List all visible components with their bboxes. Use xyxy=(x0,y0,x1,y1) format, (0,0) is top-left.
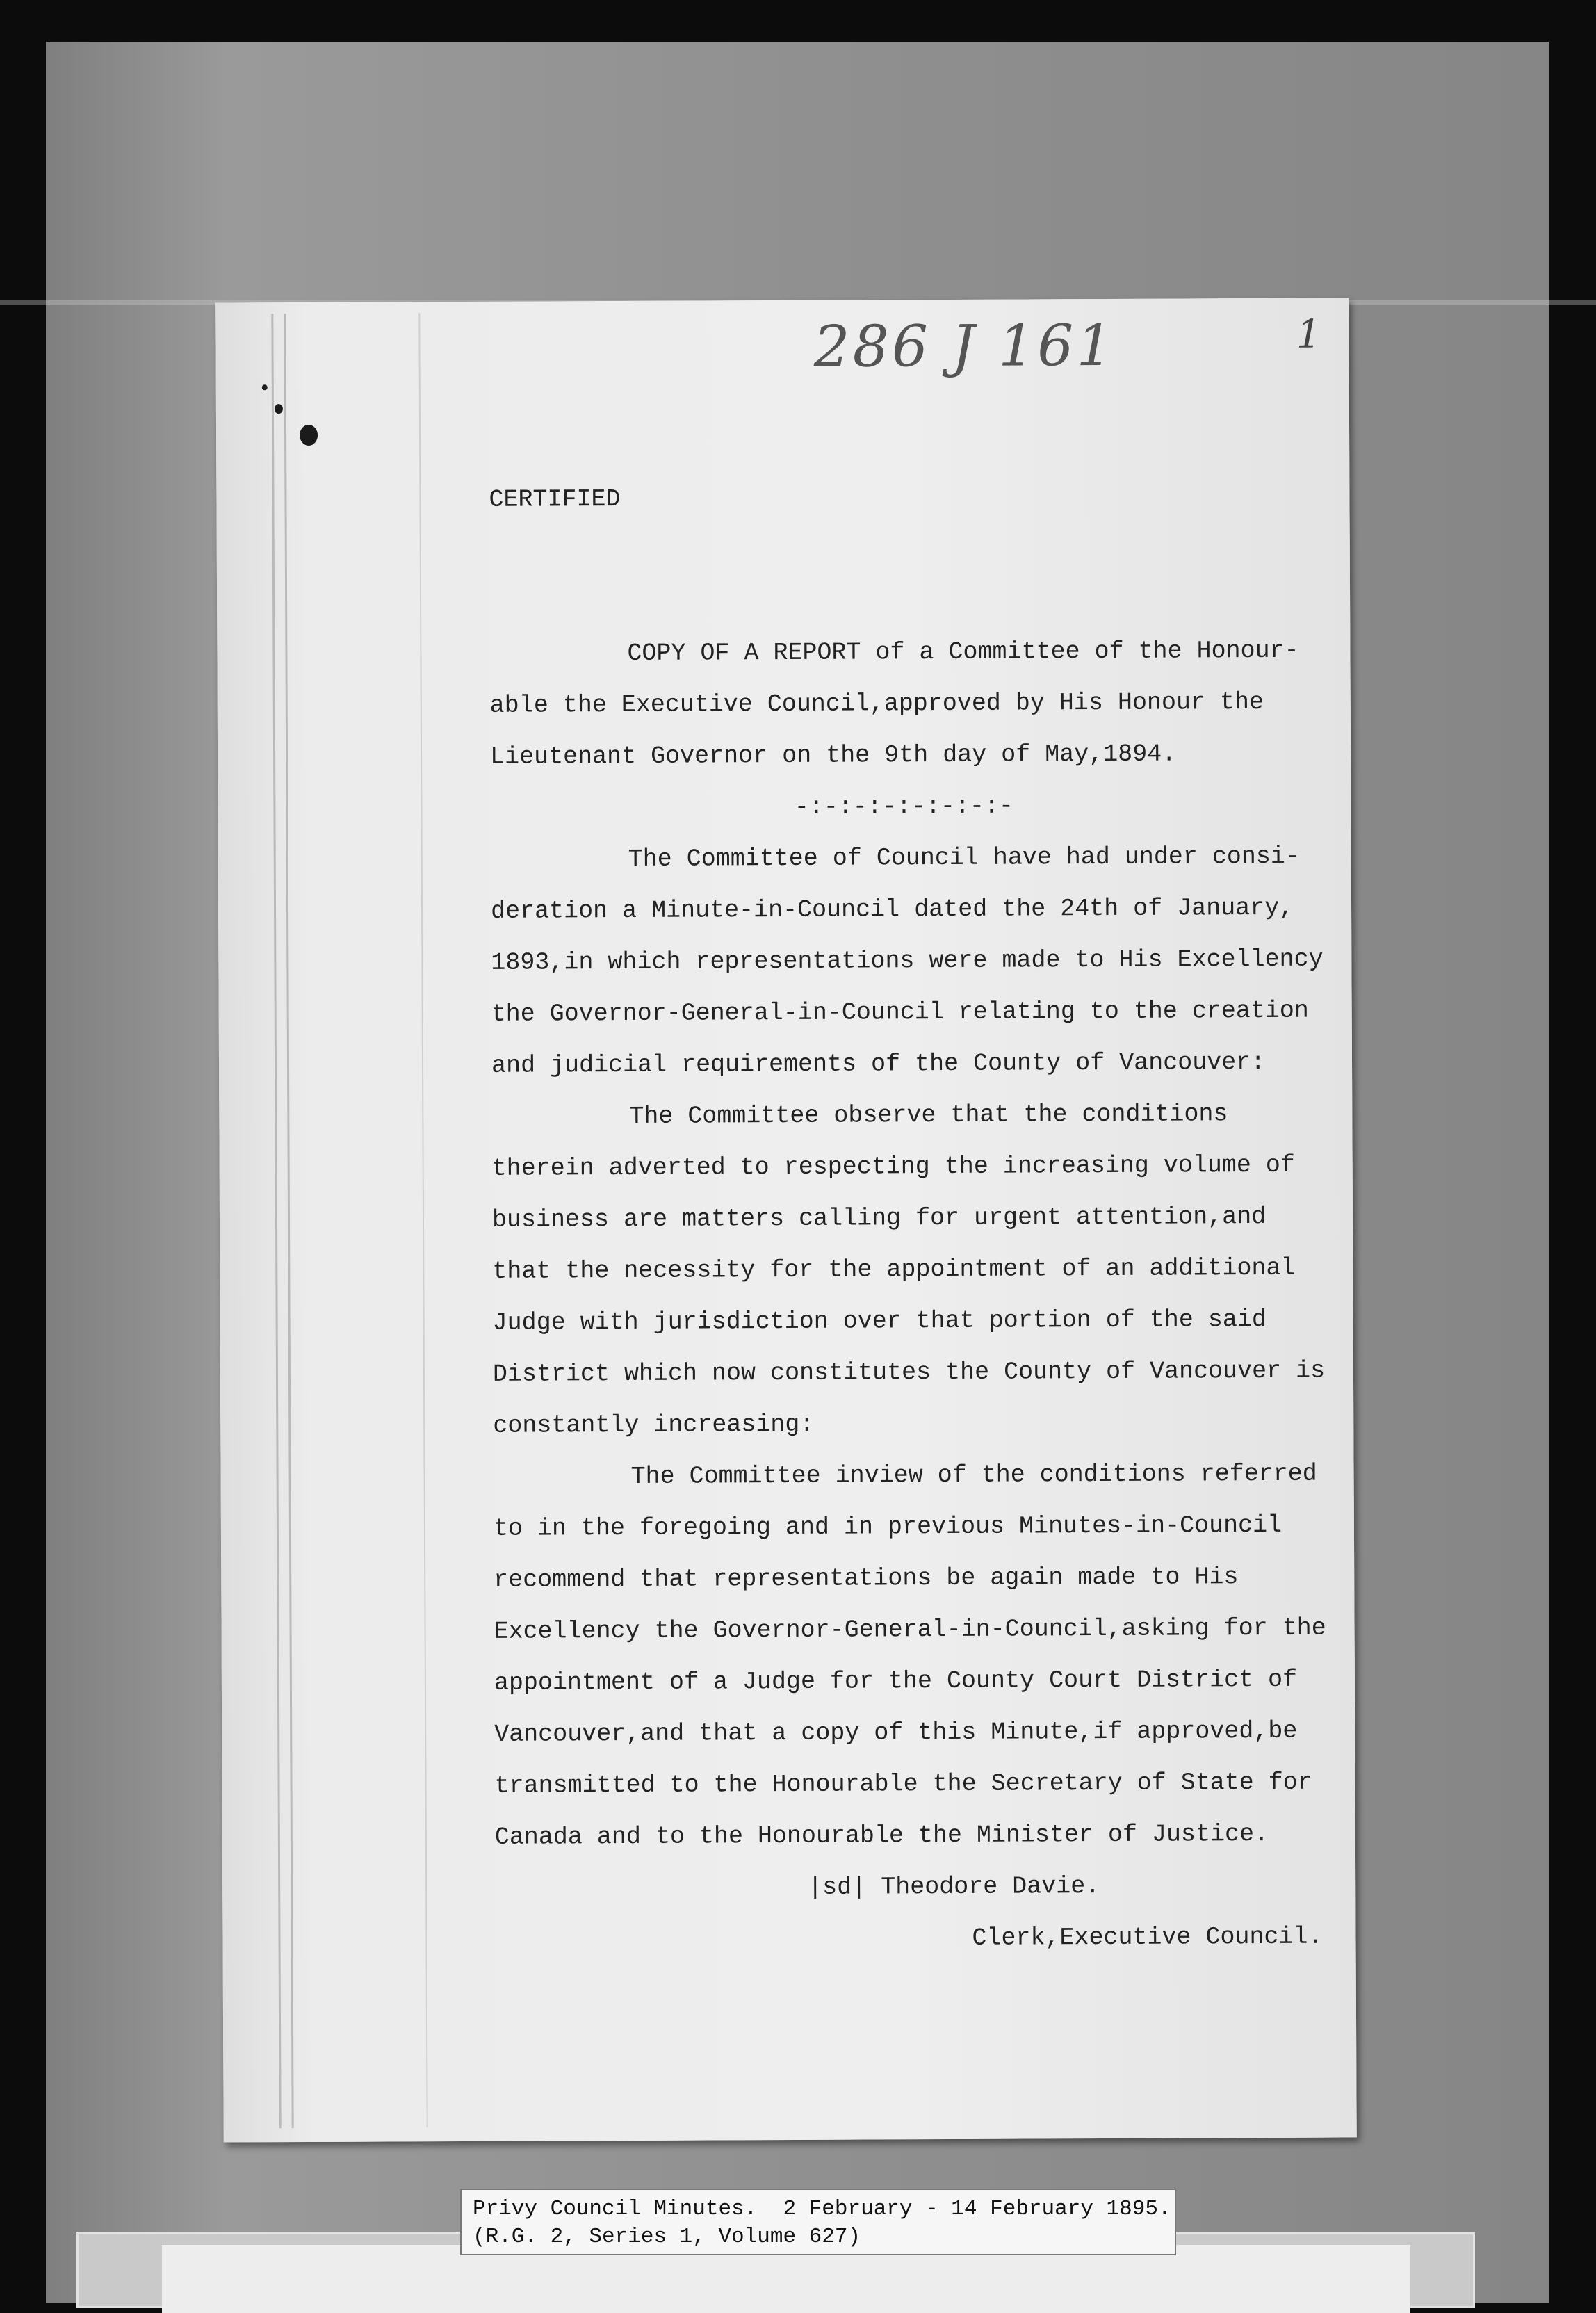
document-line: The Committee observe that the conditions xyxy=(629,1100,1228,1130)
page-number-handwritten: 1 xyxy=(1296,311,1321,357)
document-line: deration a Minute-in-Council dated the 24th of January, xyxy=(490,893,1294,925)
document-line: recommend that representations be again made to His xyxy=(494,1563,1239,1594)
signatory-title: Clerk,Executive Council. xyxy=(972,1922,1323,1952)
document-line: Judge with jurisdiction over that portion of the said xyxy=(492,1305,1267,1337)
document-body xyxy=(489,368,1326,1966)
punch-hole xyxy=(300,425,318,446)
document-line: appointment of a Judge for the County Court District of xyxy=(494,1665,1298,1697)
document-line: 1893,in which representations were made to His Excellency xyxy=(491,945,1324,977)
document-line: the Governor-General-in-Council relating to the creation xyxy=(491,996,1309,1028)
archive-label-line-1: Privy Council Minutes. 2 February - 14 February 1895. xyxy=(473,2197,1171,2221)
document-sheet xyxy=(215,298,1357,2142)
document-line: COPY OF A REPORT of a Committee of the Honour- xyxy=(627,636,1299,667)
document-line: and judicial requirements of the County of Vancouver: xyxy=(491,1048,1266,1080)
punch-hole xyxy=(275,404,283,414)
margin-rule xyxy=(271,314,281,2128)
document-line: The Committee inview of the conditions referred xyxy=(630,1459,1317,1491)
document-line: constantly increasing: xyxy=(493,1410,815,1440)
document-line: District which now constitutes the County of Vancouver is xyxy=(492,1356,1326,1388)
document-line: business are matters calling for urgent attention,and xyxy=(491,1202,1267,1234)
document-line: able the Executive Council,approved by His Honour the xyxy=(489,688,1264,720)
archive-label xyxy=(460,2189,1176,2255)
margin-rule xyxy=(284,314,293,2128)
document-line: Excellency the Governor-General-in-Council,asking for the xyxy=(494,1614,1326,1646)
document-line: that the necessity for the appointment of an additional xyxy=(492,1253,1296,1285)
signature: |sd| Theodore Davie. xyxy=(808,1872,1100,1901)
document-line: Lieutenant Governor on the 9th day of May,1894. xyxy=(490,740,1177,771)
document-heading: CERTIFIED xyxy=(489,485,621,514)
archive-label-line-2: (R.G. 2, Series 1, Volume 627) xyxy=(473,2225,861,2249)
document-line: to in the foregoing and in previous Minutes-in-Council xyxy=(493,1511,1282,1543)
document-line: therein adverted to respecting the increasing volume of xyxy=(491,1151,1295,1183)
document-line: Canada and to the Honourable the Minister of Justice. xyxy=(494,1819,1269,1851)
file-number-handwritten: 286 J 161 xyxy=(813,312,1116,380)
document-line: The Committee of Council have had under consi- xyxy=(628,842,1300,873)
document-line: transmitted to the Honourable the Secretary of State for xyxy=(494,1768,1312,1800)
document-line: Vancouver,and that a copy of this Minute,if approved,be xyxy=(494,1717,1298,1748)
punch-hole xyxy=(262,384,268,390)
margin-rule xyxy=(418,313,427,2127)
document-line: -:-:-:-:-:-:-:- xyxy=(794,792,1014,821)
